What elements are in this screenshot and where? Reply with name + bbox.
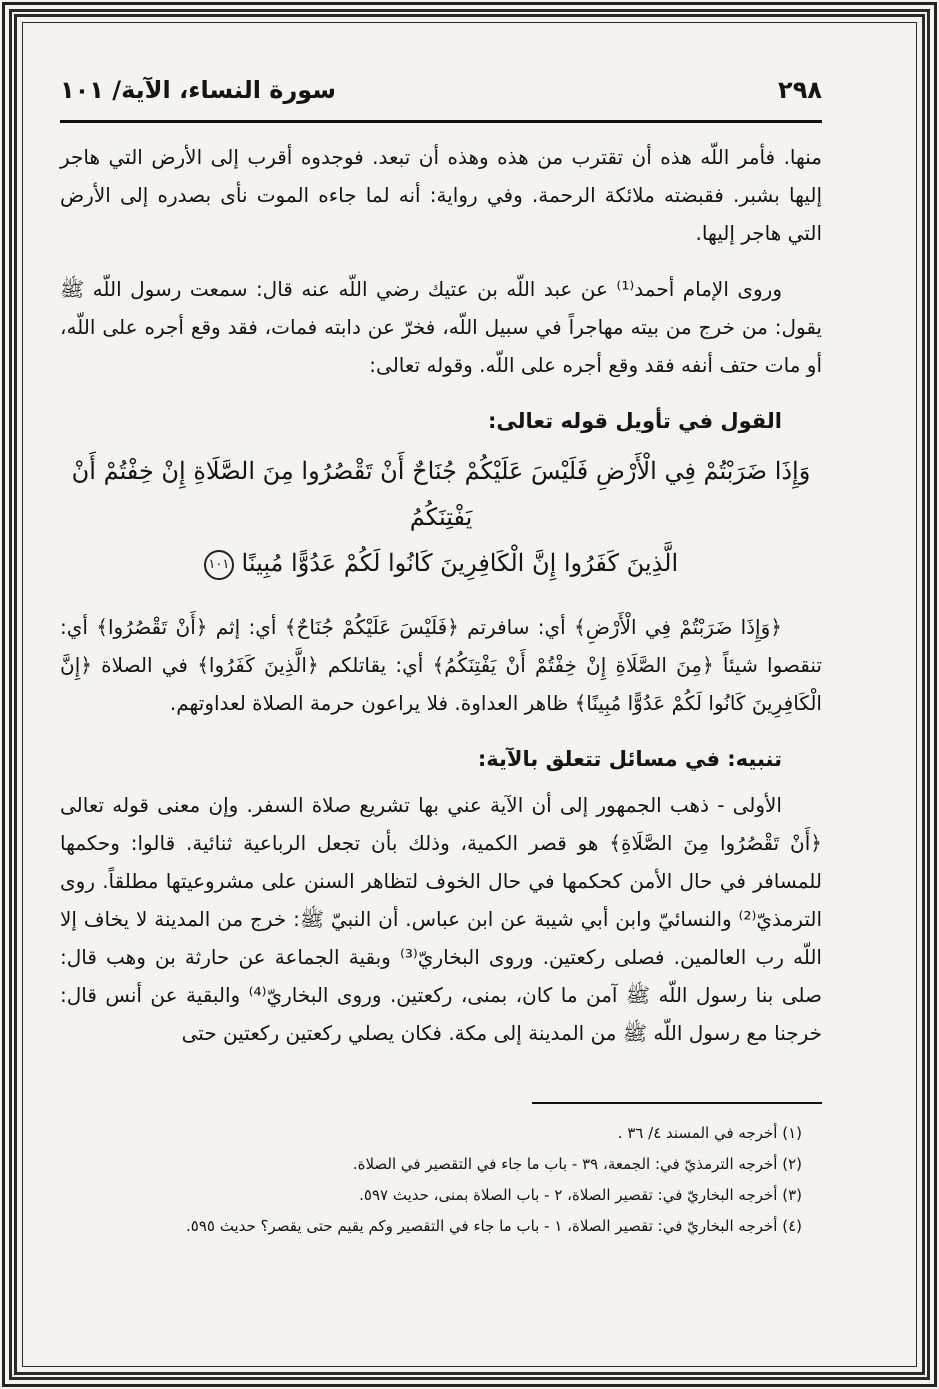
section-heading-1: القول في تأويل قوله تعالى: (488, 409, 782, 433)
paragraph-1: منها. فأمر اللّه هذه أن تقترب من هذه وهذه أن تبعد. فوجدوه أقرب إلى الأرض التي هاجر إليها بشبر. فقبضته ملائكة الرحمة. وفي رواية: أنه لما جاءه الموت نأى بصدره إلى الأرض التي هاجر إليها. (60, 145, 822, 245)
footnote-rule (532, 1102, 822, 1104)
footnote-3: (٣) أخرجه البخاريّ في: تقصير الصلاة، ٢ - باب الصلاة بمنى، حديث ٥٩٧. (359, 1186, 802, 1204)
section-heading-2: تنبيه: في مسائل تتعلق بالآية: (477, 747, 782, 771)
verse-line-1: وَإِذَا ضَرَبْتُمْ فِي الْأَرْضِ فَلَيْسَ عَلَيْكُمْ جُنَاحٌ أَنْ تَقْصُرُوا مِنَ الصَّلَاةِ إِنْ خِفْتُمْ أَنْ يَفْتِنَكُمُ (71, 457, 811, 531)
header-rule (60, 120, 822, 123)
footnotes (60, 1118, 822, 1242)
paragraph-4: الأولى - ذهب الجمهور إلى أن الآية عني بها تشريع صلاة السفر. وإن معنى قوله تعالى ﴿أَنْ تَقْصُرُوا مِنَ الصَّلَاةِ﴾ هو قصر الكمية، وذلك بأن تجعل الرباعية ثنائية. قالوا: وحكمها للمسافر في حال الأمن كحكمها في حال الخوف لتظاهر السنن على مشروعيتها مطلقاً. روى الترمذيّ⁽²⁾ والنسائيّ وابن أبي شيبة عن ابن عباس. أن النبيّ ﷺ: خرج من المدينة لا يخاف إلا اللّه رب العالمين. فصلى ركعتين. وروى البخاريّ⁽³⁾ وبقية الجماعة عن حارثة بن وهب قال: صلى بنا رسول اللّه ﷺ آمن ما كان، بمنى، ركعتين. وروى البخاريّ⁽⁴⁾ والبقية عن أنس قال: خرجنا مع رسول اللّه ﷺ من المدينة إلى مكة. فكان يصلي ركعتين ركعتين حتى (60, 793, 822, 1045)
paragraph-3: ﴿وَإِذَا ضَرَبْتُمْ فِي الْأَرْضِ﴾ أي: سافرتم ﴿فَلَيْسَ عَلَيْكُمْ جُنَاحٌ﴾ أي: إثم ﴿أَنْ تَقْصُرُوا﴾ أي: تنقصوا شيئاً ﴿مِنَ الصَّلَاةِ إِنْ خِفْتُمْ أَنْ يَفْتِنَكُمُ﴾ أي: يقاتلكم ﴿الَّذِينَ كَفَرُوا﴾ في الصلاة ﴿إِنَّ الْكَافِرِينَ كَانُوا لَكُمْ عَدُوًّا مُبِينًا﴾ ظاهر العداوة. فلا يراعون حرمة الصلاة لعداوتهم. (60, 615, 822, 715)
verse-number-mark: ١٠١ (204, 550, 234, 580)
verse-line-2: الَّذِينَ كَفَرُوا إِنَّ الْكَافِرِينَ كَانُوا لَكُمْ عَدُوًّا مُبِينًا (241, 549, 679, 577)
footnote-1: (١) أخرجه في المسند ٤/ ٣٦ . (617, 1124, 802, 1142)
footnote-4: (٤) أخرجه البخاريّ في: تقصير الصلاة، ١ - باب ما جاء في التقصير وكم يقيم حتى يقصر؟ حديث ٥٩٥. (186, 1217, 802, 1235)
footnote-2: (٢) أخرجه الترمذيّ في: الجمعة، ٣٩ - باب ما جاء في التقصير في الصلاة. (352, 1155, 802, 1173)
running-header (60, 70, 822, 110)
quran-verse (60, 448, 822, 586)
book-page (60, 60, 822, 1310)
page-body (60, 138, 822, 1070)
header-title: سورة النساء، الآية/ ١٠١ (60, 76, 336, 104)
page-number: ٢٩٨ (778, 76, 822, 104)
paragraph-2: وروى الإمام أحمد⁽¹⁾ عن عبد اللّه بن عتيك رضي اللّه عنه قال: سمعت رسول اللّه ﷺ يقول: من خرج من بيته مهاجراً في سبيل اللّه، فخرّ عن دابته فمات، فقد وقع أجره على اللّه، أو مات حتف أنفه فقد وقع أجره على اللّه. وقوله تعالى: (60, 277, 822, 377)
